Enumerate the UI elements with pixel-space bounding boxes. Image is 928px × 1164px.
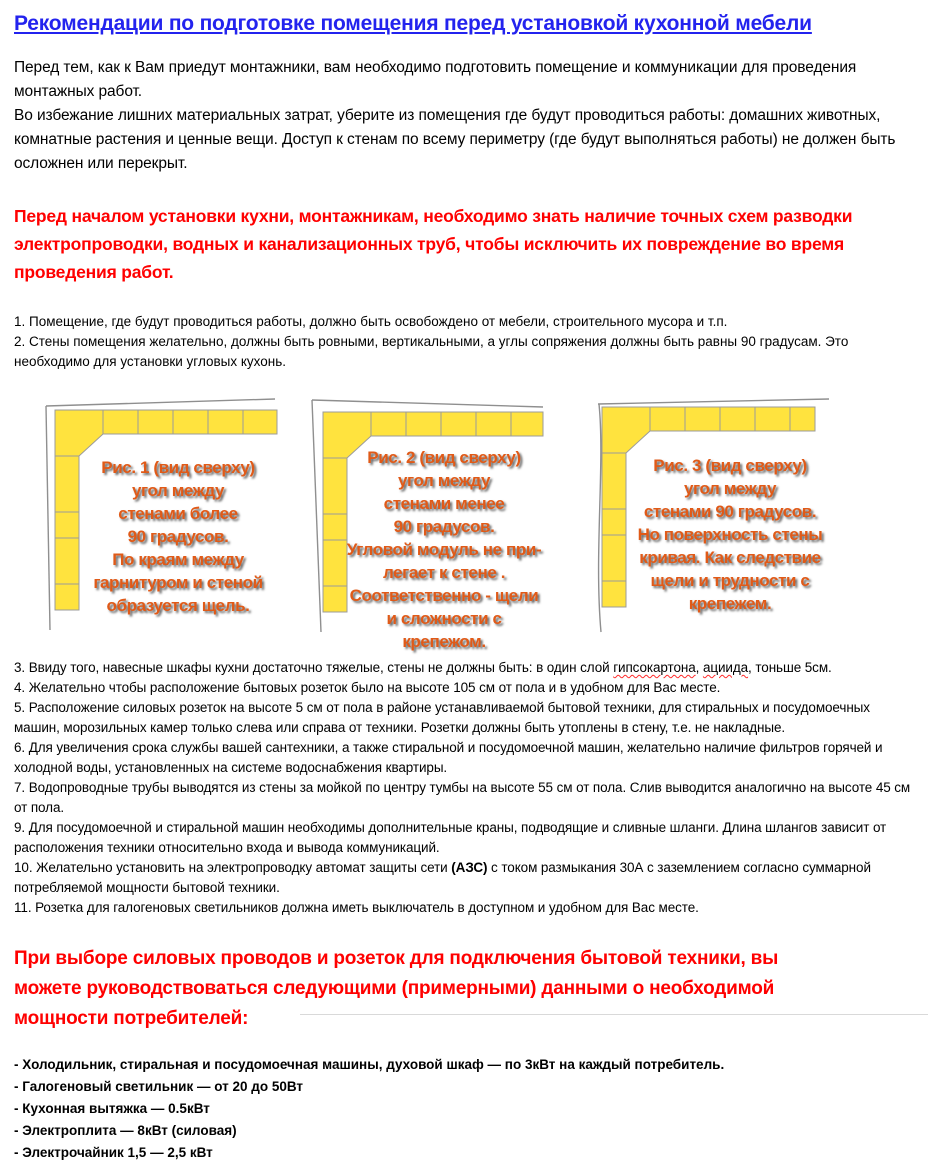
caption-line: Угловой модуль не при- <box>346 540 542 559</box>
power-list-item: - Электроплита — 8кВт (силовая) <box>14 1123 237 1138</box>
caption-line: щели и трудности с <box>650 571 810 590</box>
caption-line: стенами более <box>118 504 238 523</box>
power-list-item: - Галогеновый светильник — от 20 до 50Вт <box>14 1079 304 1094</box>
caption-line: крепежем. <box>688 594 772 613</box>
figure-3-corner-diagram <box>596 394 838 646</box>
list-item-6: 6. Для увеличения срока службы вашей сантехники, а также стиральной и посудомоечной машин, желательно наличие фильтров горячей и холодной воды, установленных на системе водоснабжения квартиры. <box>14 740 883 775</box>
caption-line: угол между <box>397 471 491 490</box>
caption-line: легает к стене . <box>382 563 506 582</box>
page-title: Рекомендации по подготовке помещения перед установкой кухонной мебели <box>14 12 812 35</box>
caption-line: стенами менее <box>383 494 505 513</box>
list-item-3 <box>14 658 914 678</box>
list-item-1: 1. Помещение, где будут проводиться работы, должно быть освобождено от мебели, строительного мусора и т.п. <box>14 314 728 329</box>
caption-line: угол между <box>131 481 225 500</box>
bottom-divider <box>300 1014 928 1015</box>
list-item-2: 2. Стены помещения желательно, должны быть ровными, вертикальными, а углы сопряжения должны быть равны 90 градусам. Это необходимо для установки угловых кухонь. <box>14 334 849 369</box>
list-item-10 <box>14 858 914 898</box>
cabinet <box>755 407 790 431</box>
cabinet <box>173 410 208 434</box>
caption-line: кривая. Как следствие <box>639 548 821 567</box>
caption-line: Рис. 3 (вид сверху) <box>653 456 807 475</box>
list-item-text: , тоньше 5см. <box>748 660 832 675</box>
figure-2-caption <box>336 446 552 653</box>
caption-line: Рис. 2 (вид сверху) <box>367 448 521 467</box>
abbreviation-bold: (АЗС) <box>451 860 488 875</box>
cabinet <box>371 412 406 436</box>
caption-line: гарнитуром и стеной <box>93 573 263 592</box>
caption-line: образуется щель. <box>106 596 250 615</box>
caption-line: По краям между <box>112 550 244 569</box>
caption-line: крепежом. <box>402 632 486 651</box>
cabinet <box>790 407 815 431</box>
intro-paragraph: Во избежание лишних материальных затрат, уберите из помещения где будут проводиться работы: домашних животных, комнатные растения и ценные вещи. Доступ к стенам по всему периметру (где будут выполняться работы) не должен быть осложнен или перекрыт. <box>14 107 896 172</box>
cabinet <box>406 412 441 436</box>
caption-line: угол между <box>683 479 777 498</box>
power-list-item: - Холодильник, стиральная и посудомоечная машины, духовой шкаф — по 3кВт на каждый потребитель. <box>14 1057 725 1072</box>
caption-line: стенами 90 градусов. <box>643 502 817 521</box>
wall-line <box>598 399 829 404</box>
list-item-9: 9. Для посудомоечной и стиральной машин необходимы дополнительные краны, подводящие и сливные шланги. Длина шлангов зависит от расположения техники относительно входа и вывода коммуникаций. <box>14 820 887 855</box>
misspelled-word: гипсокартона <box>613 660 696 675</box>
list-item-text: , <box>695 660 703 675</box>
numbered-list-top <box>14 312 914 372</box>
cabinet <box>685 407 720 431</box>
warning-paragraph: Перед началом установки кухни, монтажникам, необходимо знать наличие точных схем разводки электропроводки, водных и канализационных труб, чтобы исключить их повреждение во время проведения работ. <box>14 206 853 282</box>
cabinet <box>476 412 511 436</box>
caption-line: Соответственно - щели <box>349 586 539 605</box>
wall-line <box>312 400 543 407</box>
wall-line <box>46 406 50 630</box>
list-item-5: 5. Расположение силовых розеток на высоте 5 см от пола в районе устанавливаемой бытовой техники, для стиральных и посудомоечных машин, морозильных камер только слева или справа от техники. Розетки должны быть утоплены в стену, т.е. не накладные. <box>14 700 870 735</box>
misspelled-word: ациида <box>702 660 749 675</box>
figure-2-corner-diagram <box>310 394 552 651</box>
power-list-item: - Электрочайник 1,5 — 2,5 кВт <box>14 1145 213 1160</box>
cabinet <box>243 410 277 434</box>
figure-3-caption <box>622 454 838 615</box>
list-item-4: 4. Желательно чтобы расположение бытовых розеток было на высоте 105 см от пола и в удобном для Вас месте. <box>14 680 721 695</box>
wall-line <box>46 399 275 406</box>
corner-cabinet <box>602 407 650 453</box>
power-list-item: - Кухонная вытяжка — 0.5кВт <box>14 1101 210 1116</box>
cabinet <box>650 407 685 431</box>
power-list <box>14 1054 914 1164</box>
figure-1-corner-diagram <box>44 394 286 646</box>
list-item-11: 11. Розетка для галогеновых светильников должна иметь выключатель в доступном и удобном для Вас месте. <box>14 900 699 915</box>
caption-line: Рис. 1 (вид сверху) <box>101 458 255 477</box>
intro-section <box>14 56 914 176</box>
caption-line: 90 градусов. <box>393 517 495 536</box>
caption-line: 90 градусов. <box>127 527 229 546</box>
figures-row <box>44 394 914 651</box>
list-item-text: 10. Желательно установить на электропроводку автомат защиты сети <box>14 860 452 875</box>
corner-cabinet <box>55 410 103 456</box>
figure-1-caption <box>70 456 286 617</box>
wall-line <box>312 400 321 632</box>
caption-line: Но поверхность стены <box>637 525 823 544</box>
wall-line <box>599 404 601 632</box>
cabinet <box>441 412 476 436</box>
cabinet <box>103 410 138 434</box>
list-item-text: 3. Ввиду того, навесные шкафы кухни достаточно тяжелые, стены не должны быть: в один слой <box>14 660 614 675</box>
cabinet <box>138 410 173 434</box>
list-item-text: с током размыкания 30А с заземлением согласно суммарной потребляемой мощности бытовой техники. <box>14 860 871 895</box>
intro-paragraph: Перед тем, как к Вам приедут монтажники, вам необходимо подготовить помещение и коммуникации для проведения монтажных работ. <box>14 59 857 100</box>
caption-line: и сложности с <box>386 609 502 628</box>
list-item-7: 7. Водопроводные трубы выводятся из стены за мойкой по центру тумбы на высоте 55 см от пола. Слив выводится аналогично на высоте 45 см от пола. <box>14 780 911 815</box>
power-heading: При выборе силовых проводов и розеток для подключения бытовой техники, вы можете руководствоваться следующими (примерными) данными о необходимой мощности потребителей: <box>14 948 779 1029</box>
cabinet <box>720 407 755 431</box>
cabinet <box>511 412 543 436</box>
cabinet <box>208 410 243 434</box>
numbered-list-main <box>14 658 914 918</box>
